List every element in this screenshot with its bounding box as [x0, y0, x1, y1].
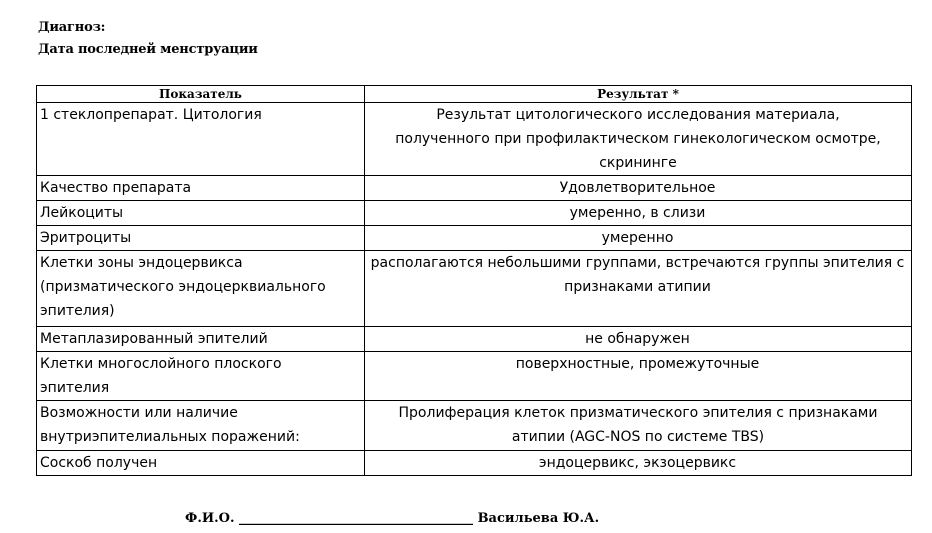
indicator-cell: Соскоб получен — [37, 451, 365, 476]
results-table — [36, 85, 912, 476]
table-row — [37, 352, 912, 401]
table-row — [37, 201, 912, 226]
indicator-cell: Возможности или наличие внутриэпителиальных поражений: — [37, 401, 365, 451]
result-cell: эндоцервикс, экзоцервикс — [365, 451, 912, 476]
table-row — [37, 451, 912, 476]
table-header-row — [37, 86, 912, 103]
result-cell: Пролиферация клеток призматического эпителия с признаками атипии (AGC-NOS по системе TBS) — [365, 401, 912, 451]
indicator-cell: Клетки зоны эндоцервикса (призматического эндоцерквиального эпителия) — [37, 251, 365, 327]
result-cell: умеренно — [365, 226, 912, 251]
indicator-cell: Метаплазированный эпителий — [37, 327, 365, 352]
column-header-indicator: Показатель — [37, 86, 365, 103]
table-row — [37, 176, 912, 201]
result-cell: Результат цитологического исследования материала, полученного при профилактическом гинекологическом осмотре, скрининге — [365, 103, 912, 176]
table-row — [37, 251, 912, 327]
result-cell: поверхностные, промежуточные — [365, 352, 912, 401]
signature-line: Ф.И.О. ____________________________________ Васильева Ю.А. — [185, 511, 600, 526]
indicator-cell: Качество препарата — [37, 176, 365, 201]
result-cell: умеренно, в слизи — [365, 201, 912, 226]
column-header-result: Результат * — [365, 86, 912, 103]
indicator-cell: Лейкоциты — [37, 201, 365, 226]
last-period-label: Дата последней менструации — [38, 42, 258, 57]
indicator-cell: Эритроциты — [37, 226, 365, 251]
table-row — [37, 327, 912, 352]
indicator-cell: Клетки многослойного плоского эпителия — [37, 352, 365, 401]
table-row — [37, 103, 912, 176]
result-cell: располагаются небольшими группами, встречаются группы эпителия с признаками атипии — [365, 251, 912, 327]
table-row — [37, 401, 912, 451]
indicator-cell: 1 стеклопрепарат. Цитология — [37, 103, 365, 176]
result-cell: Удовлетворительное — [365, 176, 912, 201]
table-row — [37, 226, 912, 251]
result-cell: не обнаружен — [365, 327, 912, 352]
diagnosis-label: Диагноз: — [38, 20, 106, 35]
